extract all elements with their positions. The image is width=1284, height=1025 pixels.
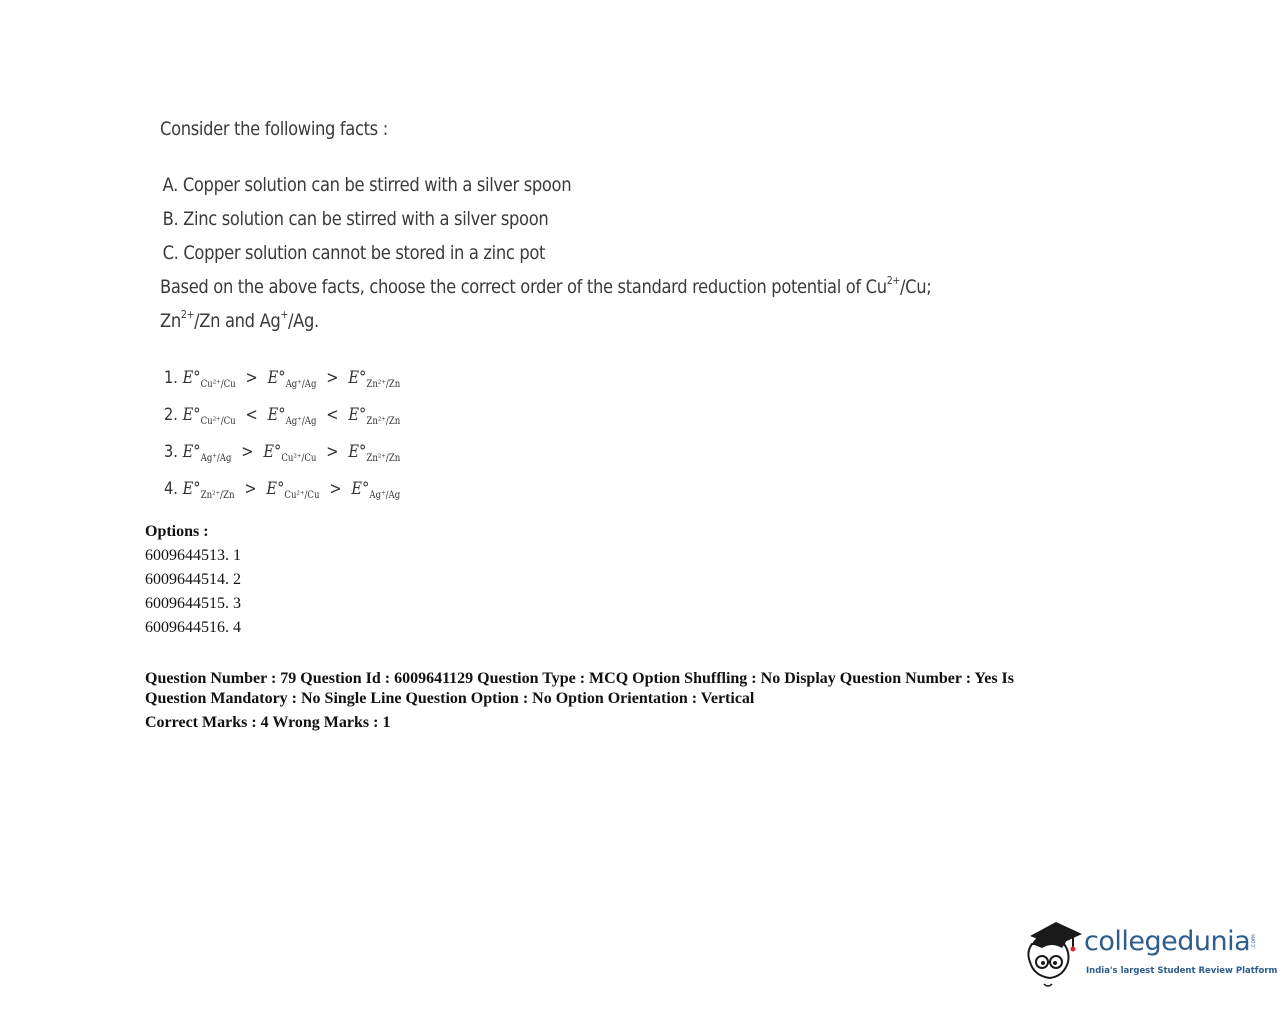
choice-3: 3. $E^\circ_{Ag^+/Ag} > E^\circ_{Cu^{2+}/Cu} > E^\circ_{Zn^{2+}/Zn}$ <box>164 442 401 464</box>
fact-a: A. Copper solution can be stirred with a silver spoon <box>162 174 572 196</box>
choice-4: 4. $E^\circ_{Zn^{2+}/Zn} > E^\circ_{Cu^{2+}/Cu} > E^\circ_{Ag^+/Ag}$ <box>164 479 401 501</box>
mascot-icon <box>1022 918 1084 990</box>
options-heading: Options : <box>145 523 209 540</box>
fact-b: B. Zinc solution can be stirred with a silver spoon <box>162 208 549 230</box>
fact-c: C. Copper solution cannot be stored in a zinc pot <box>162 242 546 264</box>
question-meta <box>145 669 1145 733</box>
marks-line: Correct Marks : 4 Wrong Marks : 1 <box>145 714 391 731</box>
logo-tagline: India's largest Student Review Platform <box>1086 966 1278 976</box>
collegedunia-logo <box>1022 918 1278 990</box>
logo-com: .com <box>1249 934 1257 949</box>
question-image <box>160 118 932 508</box>
meta-line-2: Question Mandatory : No Single Line Question Option : No Option Orientation : Vertical <box>145 690 755 707</box>
option-item: 6009644514. 2 <box>145 571 241 588</box>
question-prompt-line1: Based on the above facts, choose the correct order of the standard reduction potential of $Cu^{2+}/Cu$; <box>160 273 932 298</box>
options-list <box>145 520 241 640</box>
facts-list <box>160 168 932 338</box>
logo-wordmark: collegedunia <box>1084 926 1251 957</box>
option-item: 6009644513. 1 <box>145 547 241 564</box>
option-item: 6009644516. 4 <box>145 619 241 636</box>
answer-choices <box>160 360 920 508</box>
option-item: 6009644515. 3 <box>145 595 241 612</box>
question-intro: Consider the following facts : <box>160 118 388 140</box>
choice-2: 2. $E^\circ_{Cu^{2+}/Cu} < E^\circ_{Ag^+/Ag} < E^\circ_{Zn^{2+}/Zn}$ <box>164 405 401 427</box>
choice-1: 1. $E^\circ_{Cu^{2+}/Cu} > E^\circ_{Ag^+/Ag} > E^\circ_{Zn^{2+}/Zn}$ <box>164 368 401 390</box>
meta-line-1: Question Number : 79 Question Id : 6009641129 Question Type : MCQ Option Shuffling : No Display Question Number : Yes Is <box>145 670 1014 687</box>
question-prompt-line2: $Zn^{2+}/Zn$ and Ag+/Ag. <box>160 307 319 332</box>
